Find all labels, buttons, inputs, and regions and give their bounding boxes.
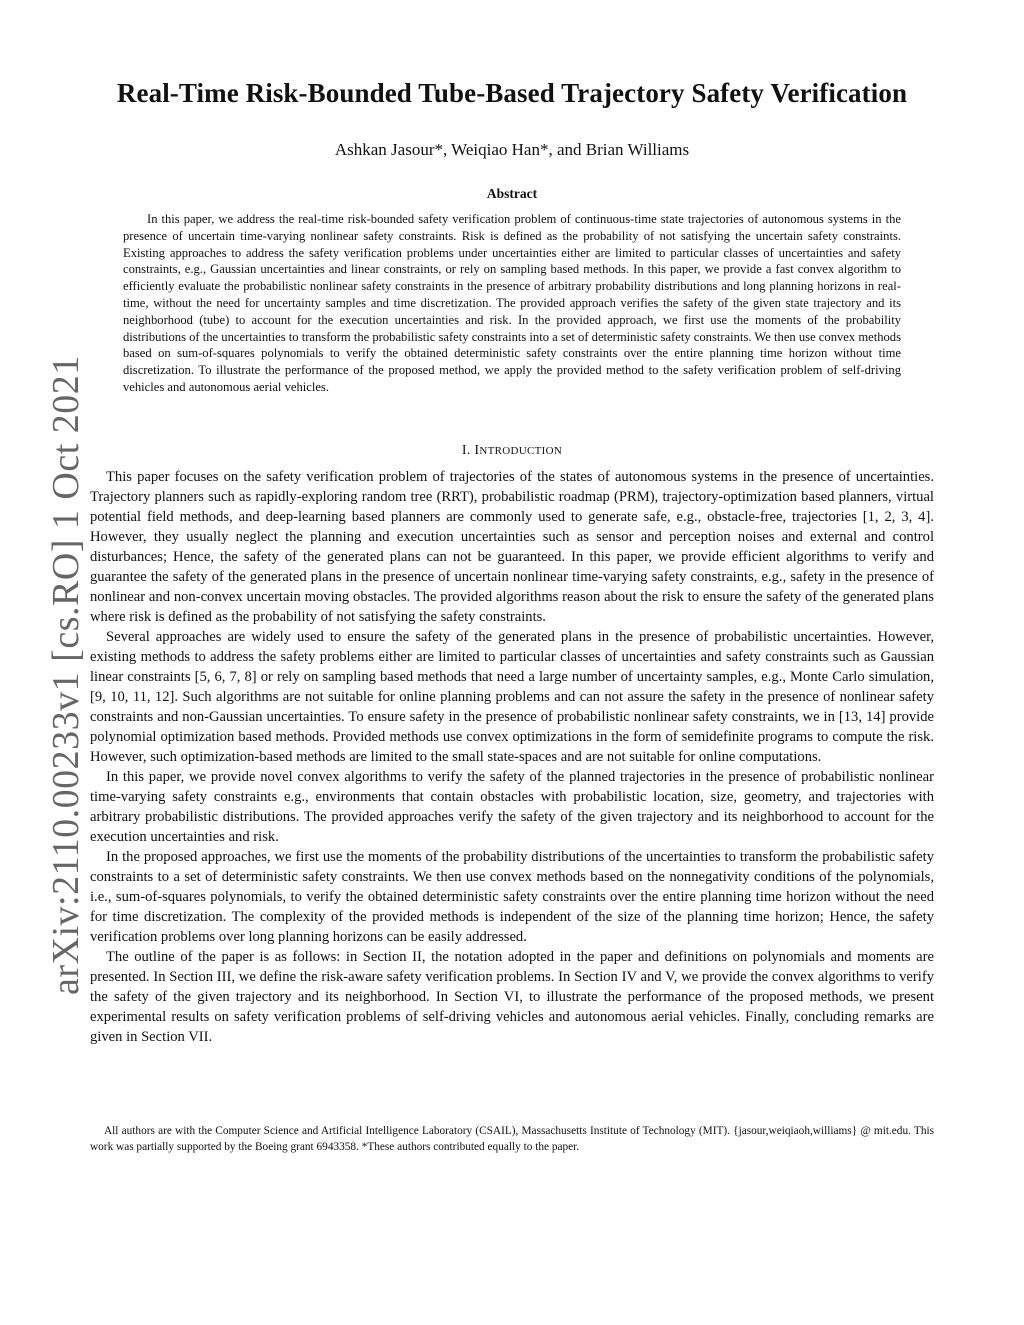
- paper-title: Real-Time Risk-Bounded Tube-Based Trajectory Safety Verification: [116, 78, 908, 108]
- introduction-body: [90, 467, 934, 1047]
- author-list: Ashkan Jasour*, Weiqiao Han*, and Brian Williams: [334, 140, 690, 159]
- abstract-body: In this paper, we address the real-time risk-bounded safety verification problem of continuous-time state trajectories of autonomous systems in the presence of uncertain time-varying nonlinear safety constraints. Risk is defined as the probability of not satisfying the uncertain safety constraints. Existing approaches to address the safety verification problems under uncertainties either are limited to particular classes of uncertainties and safety constraints, e.g., Gaussian uncertainties and linear constraints, or rely on sampling based methods. In this paper, we provide a fast convex algorithm to efficiently evaluate the probabilistic nonlinear safety constraints in the presence of arbitrary probability distributions and long planning horizons in real-time, without the need for uncertainty samples and time discretization. The provided approach verifies the safety of the given state trajectory and its neighborhood (tube) to account for the execution uncertainties and risk. In the provided approach, we first use the moments of the probability distributions of the uncertainties to transform the probabilistic safety constraints into a set of deterministic safety constraints. We then use convex methods based on sum-of-squares polynomials to verify the obtained deterministic safety constraints over the entire planning time horizon without time discretization. To illustrate the performance of the proposed method, we apply the provided method to the safety verification problem of self-driving vehicles and autonomous aerial vehicles.: [123, 212, 901, 394]
- section-heading-prefix: I. I: [461, 443, 480, 458]
- paragraph: The outline of the paper is as follows: in Section II, the notation adopted in the paper and definitions on polynomials and moments are presented. In Section III, we define the risk-aware safety verification problems. In Section IV and V, we provide the convex algorithms to verify the safety of the given trajectory and its neighborhood. In Section VI, to illustrate the performance of the proposed methods, we present experimental results on safety verification problems of self-driving vehicles and autonomous aerial vehicles. Finally, concluding remarks are given in Section VII.: [90, 949, 934, 1045]
- section-heading-smallcaps: NTRODUCTION: [479, 445, 563, 457]
- paragraph: Several approaches are widely used to ensure the safety of the generated plans in the presence of probabilistic uncertainties. However, existing methods to address the safety problems either are limited to particular classes of uncertainties and safety constraints such as Gaussian linear constraints [5, 6, 7, 8] or rely on sampling based methods that need a large number of uncertainty samples, e.g., Monte Carlo simulation, [9, 10, 11, 12]. Such algorithms are not suitable for online planning problems and can not assure the safety in the presence of nonlinear safety constraints and non-Gaussian uncertainties. To ensure safety in the presence of probabilistic nonlinear safety constraints, we in [13, 14] provide polynomial optimization based methods. Provided methods use convex optimizations in the form of semidefinite programs to compute the risk. However, such optimization-based methods are limited to the small state-spaces and are not suitable for online computations.: [90, 629, 934, 765]
- abstract-heading: Abstract: [486, 186, 538, 201]
- paragraph: In the proposed approaches, we first use the moments of the probability distributions of the uncertainties to transform the probabilistic safety constraints to a set of deterministic safety constraints. We then use convex methods based on the nonnegativity conditions of the polynomials, i.e., sum-of-squares polynomials, to verify the obtained deterministic safety constraints over the entire planning time horizon without the need for time discretization. The complexity of the provided methods is independent of the size of the planning time horizon; Hence, the safety verification problems over long planning horizons can be easily addressed.: [90, 849, 934, 945]
- paragraph: This paper focuses on the safety verification problem of trajectories of the states of autonomous systems in the presence of uncertainties. Trajectory planners such as rapidly-exploring random tree (RRT), probabilistic roadmap (PRM), trajectory-optimization based planners, virtual potential field methods, and deep-learning based planners are commonly used to generate safe, e.g., obstacle-free, trajectories [1, 2, 3, 4]. However, they usually neglect the planning and execution uncertainties such as sensor and perception noises and external and control disturbances; Hence, the safety of the generated plans can not be guaranteed. In this paper, we provide efficient algorithms to verify and guarantee the safety of the generated plans in the presence of uncertain nonlinear time-varying safety constraints, e.g., safety in the presence of nonlinear and non-convex uncertain moving obstacles. The provided algorithms reason about the risk to ensure the safety of the generated plans where risk is defined as the probability of not satisfying the safety constraints.: [90, 469, 934, 625]
- paragraph: In this paper, we provide novel convex algorithms to verify the safety of the planned trajectories in the presence of probabilistic nonlinear time-varying safety constraints e.g., environments that contain obstacles with probabilistic location, size, geometry, and trajectories with arbitrary probabilistic distributions. The provided approaches verify the safety of the given trajectory and its neighborhood to account for the execution uncertainties and risk.: [90, 769, 934, 845]
- arxiv-identifier: arXiv:2110.00233v1 [cs.RO] 1 Oct 2021: [45, 355, 87, 995]
- section-heading-introduction: [0, 443, 1024, 459]
- author-affiliation-footnote: All authors are with the Computer Science and Artificial Intelligence Laboratory (CSAIL), Massachusetts Institute of Technology (MIT). {jasour,weiqiaoh,williams} @ mit.edu. This work was partially supported by the Boeing grant 6943358. *These authors contributed equally to the paper.: [90, 1125, 934, 1153]
